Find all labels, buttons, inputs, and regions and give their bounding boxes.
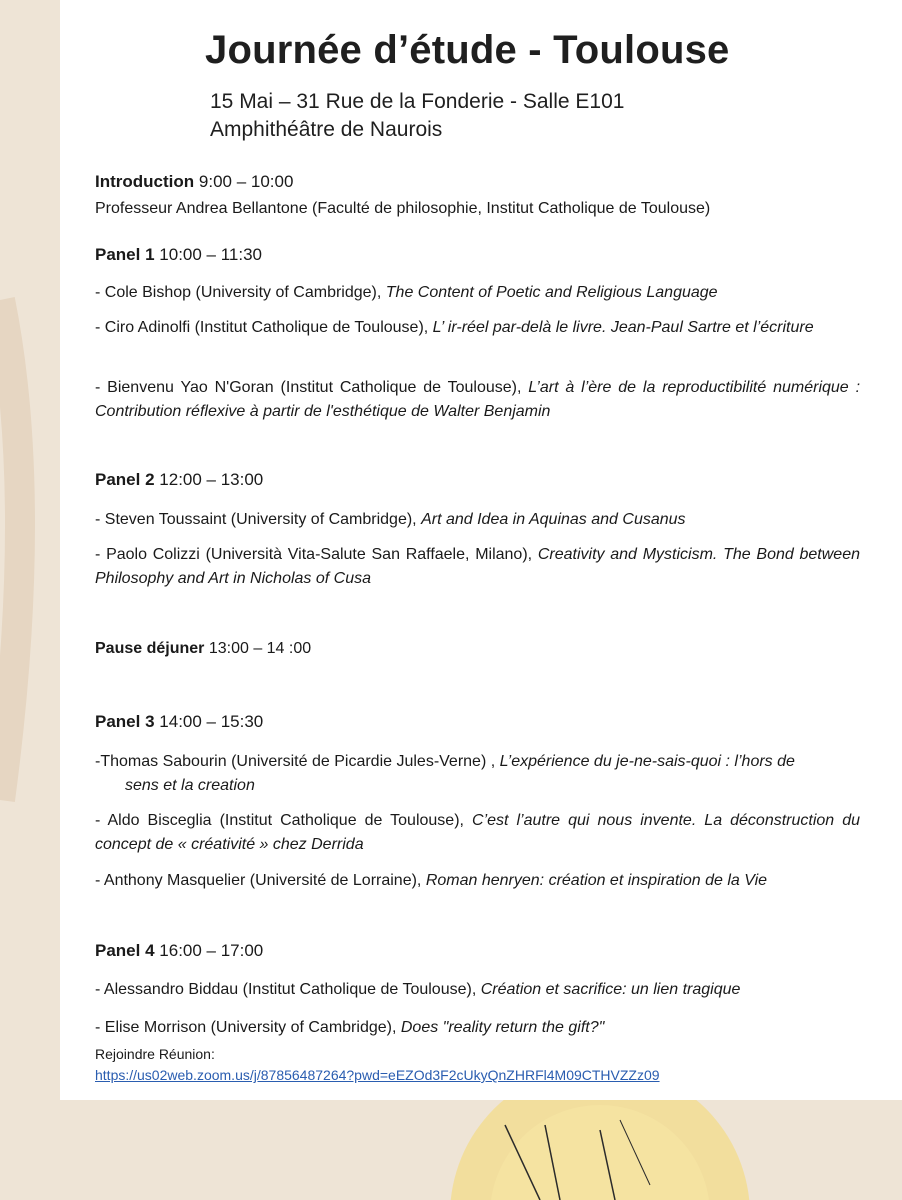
- panel3-heading: [95, 712, 263, 732]
- talk-entry: [95, 750, 860, 774]
- talk-title: L’expérience du je-ne-sais-quoi : l’hors de: [499, 753, 795, 770]
- talk-speaker: - Steven Toussaint (University of Cambridge),: [95, 511, 422, 528]
- talk-entry: [95, 978, 860, 1002]
- talk-title: Roman henryen: création et inspiration de la Vie: [425, 872, 768, 889]
- talk-title: Creativity and Mysticism. The Bond between Philosophy and Art in Nicholas of Cusa: [95, 546, 860, 587]
- intro-speaker: Professeur Andrea Bellantone (Faculté de philosophie, Institut Catholique de Toulouse): [95, 200, 711, 217]
- talk-title: The Content of Poetic and Religious Language: [385, 284, 718, 301]
- talk-entry: [95, 543, 860, 591]
- talk-title-continued: [95, 774, 860, 798]
- intro-heading: [95, 172, 293, 192]
- talk-entry: [95, 508, 860, 532]
- panel4-time: 16:00 – 17:00: [159, 941, 264, 960]
- lunch-label: Pause déjuner: [95, 640, 205, 657]
- zoom-meeting-link[interactable]: https://us02web.zoom.us/j/87856487264?pwd=eEZOd3F2cUkyQnZHRFl4M09CTHVZZz09: [95, 1067, 660, 1083]
- talk-entry: [95, 376, 860, 424]
- talk-speaker: - Elise Morrison (University of Cambridge),: [95, 1019, 401, 1036]
- talk-title: Art and Idea in Aquinas and Cusanus: [421, 511, 686, 528]
- talk-title: Does "reality return the gift?": [400, 1019, 605, 1036]
- talk-entry: [95, 281, 860, 305]
- panel2-label: Panel 2: [95, 470, 155, 489]
- panel1-time: 10:00 – 11:30: [159, 245, 263, 264]
- talk-entry: [95, 809, 860, 857]
- panel2-time: 12:00 – 13:00: [159, 470, 264, 489]
- panel3-time: 14:00 – 15:30: [159, 712, 264, 731]
- page-title: Journée d’étude - Toulouse: [205, 28, 730, 72]
- talk-entry: [95, 869, 860, 893]
- talk-title: Création et sacrifice: un lien tragique: [480, 981, 741, 998]
- talk-speaker: - Aldo Bisceglia (Institut Catholique de Toulouse),: [95, 812, 473, 829]
- lunch-break: [95, 638, 311, 660]
- talk-speaker: - Ciro Adinolfi (Institut Catholique de Toulouse),: [95, 319, 433, 336]
- talk-title: L’art à l’ère de la reproductibilité numérique : Contribution réflexive à partir de l'esthétique de Walter Benjamin: [95, 379, 861, 420]
- talk-title: sens et la creation: [125, 777, 255, 794]
- intro-time: 9:00 – 10:00: [198, 172, 294, 191]
- talk-title: C’est l’autre qui nous invente. La déconstruction du concept de « créativité » chez Derrida: [95, 812, 861, 853]
- talk-speaker: - Bienvenu Yao N'Goran (Institut Catholique de Toulouse),: [95, 379, 529, 396]
- talk-speaker: -Thomas Sabourin (Université de Picardie Jules-Verne) ,: [95, 753, 500, 770]
- panel3-label: Panel 3: [95, 712, 155, 731]
- talk-entry: [95, 1016, 860, 1040]
- talk-speaker: - Alessandro Biddau (Institut Catholique de Toulouse),: [95, 981, 481, 998]
- panel4-label: Panel 4: [95, 941, 155, 960]
- venue: Amphithéâtre de Naurois: [210, 118, 443, 141]
- panel1-heading: [95, 245, 262, 265]
- panel4-heading: [95, 941, 263, 961]
- lunch-time: 13:00 – 14 :00: [208, 640, 312, 657]
- meeting-label: Rejoindre Réunion:: [95, 1046, 215, 1062]
- talk-speaker: - Anthony Masquelier (Université de Lorraine),: [95, 872, 426, 889]
- talk-entry: [95, 316, 860, 340]
- date-address: 15 Mai – 31 Rue de la Fonderie - Salle E101: [210, 90, 625, 113]
- panel1-label: Panel 1: [95, 245, 155, 264]
- talk-speaker: - Paolo Colizzi (Università Vita-Salute San Raffaele, Milano),: [95, 546, 538, 563]
- talk-title: L’ ir-réel par-delà le livre. Jean-Paul Sartre et l’écriture: [432, 319, 814, 336]
- talk-speaker: - Cole Bishop (University of Cambridge),: [95, 284, 386, 301]
- intro-label: Introduction: [95, 172, 195, 191]
- panel2-heading: [95, 470, 263, 490]
